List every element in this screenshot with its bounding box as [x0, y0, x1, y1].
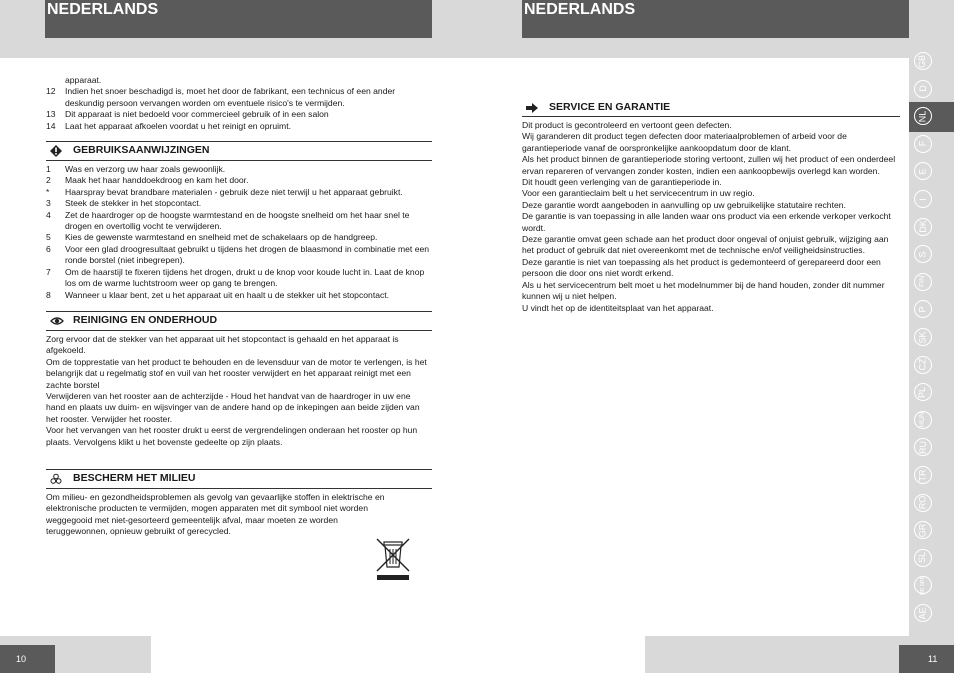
page-number-right: 11 — [899, 645, 954, 673]
service-title: SERVICE EN GARANTIE — [549, 101, 671, 114]
list-item — [46, 232, 432, 243]
language-tab-sl[interactable] — [914, 549, 932, 567]
language-label: TR — [917, 469, 928, 481]
language-label: HUN — [919, 412, 927, 428]
right-column — [522, 100, 900, 314]
paragraph: Deze garantie wordt aangeboden in aanvulling op uw gebruikelijke statutaire rechten. — [522, 199, 846, 210]
intro-list — [46, 75, 432, 132]
env-title: BESCHERM HET MILIEU — [73, 472, 196, 485]
env-section-header — [46, 469, 432, 489]
language-label: P — [917, 306, 928, 313]
usage-list — [46, 164, 432, 301]
list-item — [46, 121, 432, 132]
cleaning-list — [46, 334, 432, 448]
paragraph: Zorg ervoor dat de stekker van het apparaat uit het stopcontact is gehaald en het apparaat is afgekoeld. — [46, 333, 399, 356]
language-label: SK — [917, 330, 928, 344]
language-label: E — [917, 168, 928, 175]
item-number — [46, 75, 65, 86]
list-item — [46, 175, 432, 186]
item-number: 13 — [46, 109, 56, 120]
item-text: Was en verzorg uw haar zoals gewoonlijk. — [65, 164, 226, 175]
paragraph: Als u het servicecentrum belt moet u het modelnummer bij de hand houden, zonder dit nummer kunnen wij u niet helpen. — [522, 279, 885, 302]
item-number: 6 — [46, 243, 51, 254]
language-label: GR — [917, 523, 928, 537]
item-text: Indien het snoer beschadigd is, moet het door de fabrikant, een technicus of een ander deskundig persoon vervangen worden om eventuele risico's te vermijden. — [65, 86, 396, 108]
language-label: HR SRB — [919, 575, 926, 595]
item-number: 4 — [46, 209, 51, 220]
language-label: AE — [917, 606, 928, 620]
item-text: Steek de stekker in het stopcontact. — [65, 198, 202, 209]
list-item — [46, 86, 432, 109]
language-label: F — [917, 141, 928, 147]
language-label: CZ — [917, 358, 928, 371]
item-text: Dit apparaat is niet bedoeld voor commercieel gebruik of in een salon — [65, 109, 329, 120]
language-tab-d[interactable] — [914, 80, 932, 98]
item-text: Wanneer u klaar bent, zet u het apparaat uit en haalt u de stekker uit het stopcontact. — [65, 289, 390, 300]
language-tab-i[interactable] — [914, 190, 932, 208]
item-number: 7 — [46, 266, 51, 277]
language-label: DK — [917, 220, 928, 233]
language-label: S — [917, 251, 928, 258]
left-column — [46, 75, 432, 538]
language-label: FIN — [919, 276, 927, 288]
item-text: Voor een glad droogresultaat gebruikt u tijdens het drogen de blaasmond in combinatie met een ronde borstel (niet inbegrepen). — [65, 243, 430, 266]
language-label: I — [917, 197, 928, 201]
header-left: NEDERLANDS — [45, 0, 432, 38]
env-text: Om milieu- en gezondheidsproblemen als gevolg van gevaarlijke stoffen in elektrische en elektronische producten te vermijden, mogen apparaten met dit symbool niet worden weggegooid met niet-gesorteerd gemeentelijk afval, maar moeten ze worden teruggewonnen, opnieuw gebruikt of gerecycled. — [46, 491, 385, 537]
page-number-left: 10 — [0, 645, 55, 673]
list-item — [46, 187, 432, 198]
language-tab-gb[interactable] — [914, 52, 932, 70]
language-tab-sk[interactable] — [914, 328, 932, 346]
list-item — [46, 198, 432, 209]
item-text: Om de haarstijl te fixeren tijdens het drogen, drukt u de knop voor koude lucht in. Laat de knop los om de warme luchtstroom weer op gang te brengen. — [65, 266, 425, 289]
language-tab-ro[interactable] — [914, 494, 932, 512]
recycle-icon — [46, 473, 73, 485]
item-number: 14 — [46, 120, 56, 131]
service-section-header — [522, 100, 900, 117]
language-tab-ae[interactable] — [914, 604, 932, 622]
item-number: 5 — [46, 232, 51, 243]
warning-icon — [46, 145, 73, 157]
item-number: 8 — [46, 289, 51, 300]
language-label: RU — [917, 440, 928, 454]
list-item — [46, 244, 432, 267]
language-label: RO — [917, 495, 928, 510]
paragraph: Dit houdt geen verlenging van de garantieperiode in. — [522, 177, 722, 188]
service-list — [522, 120, 900, 314]
language-label: NL — [917, 110, 928, 122]
paragraph: De garantie is van toepassing in alle landen waar ons product via een erkende verkoper verkocht wordt. — [522, 211, 891, 233]
paragraph: Deze garantie is niet van toepassing als het product is gedemonteerd of gerepareerd door een persoon die door ons niet wordt erkend. — [522, 256, 881, 279]
header-right: NEDERLANDS — [522, 0, 909, 38]
list-item — [46, 75, 432, 86]
paragraph: Voor het vervangen van het rooster drukt u eerst de vergrendelingen onderaan het rooster op hun plaats. Vervolgens klikt u het bovenste gedeelte op zijn plaats. — [46, 425, 418, 447]
item-text: apparaat. — [65, 75, 102, 85]
paragraph: Voor een garantieclaim belt u het servicecentrum in uw regio. — [522, 188, 755, 199]
item-text: Kies de gewenste warmtestand en snelheid met de schakelaars op de handgreep. — [65, 232, 378, 243]
usage-section-header — [46, 141, 432, 161]
item-number: 1 — [46, 164, 51, 175]
list-item — [46, 164, 432, 175]
item-text: Laat het apparaat afkoelen voordat u het reinigt en opruimt. — [65, 120, 291, 131]
language-tab-cz[interactable] — [914, 356, 932, 374]
item-number: 12 — [46, 86, 56, 97]
item-number: * — [46, 186, 50, 197]
language-tab-tr[interactable] — [914, 466, 932, 484]
list-item — [46, 109, 432, 120]
list-item — [46, 267, 432, 290]
language-label: D — [917, 85, 928, 92]
item-number: 2 — [46, 175, 51, 186]
cleaning-section-header — [46, 311, 432, 331]
list-item — [46, 290, 432, 301]
paragraph: U vindt het op de identiteitsplaat van het apparaat. — [522, 302, 714, 313]
list-item — [46, 210, 432, 233]
language-tab-hun[interactable] — [914, 411, 932, 429]
eye-icon — [46, 316, 73, 326]
paragraph: Deze garantie omvat geen schade aan het product door ongeval of onjuist gebruik, wijziging aan het product of gebruik dat niet overeenkomt met de technische en/of veiligheidsinstructies. — [522, 234, 889, 256]
paragraph: Als het product binnen de garantieperiode storing vertoont, zullen wij het product of een onderdeel ervan repareren of vervangen zonder kosten, indien een aankoopbewijs overlegd kan worden. — [522, 154, 896, 176]
arrow-right-icon — [522, 103, 549, 113]
language-tab-dk[interactable] — [914, 218, 932, 236]
language-label: PL — [917, 386, 928, 398]
usage-title: GEBRUIKSAANWIJZINGEN — [73, 144, 210, 157]
item-text: Maak het haar handdoekdroog en kam het door. — [65, 175, 249, 186]
language-tab-fin[interactable] — [914, 273, 932, 291]
item-text: Zet de haardroger op de hoogste warmtestand en de hoogste snelheid om het haar snel te drogen en overtollig vocht te verwijderen. — [65, 209, 410, 232]
paragraph: Om de topprestatie van het product te behouden en de levensduur van de motor te verlengen, is het belangrijk dat u regelmatig stof en vuil van het rooster verwijdert en het apparaat reinigt met een zachte borstel — [46, 356, 427, 390]
language-tab-f[interactable] — [914, 135, 932, 153]
paragraph: Verwijderen van het rooster aan de achterzijde - Houd het handvat van de haardroger in uw ene hand en plaats uw duim- en wijsvinger van de andere hand op de inkepingen aan beide zijden van het rooster. Verwijder het rooster. — [46, 390, 420, 424]
item-text: Haarspray bevat brandbare materialen - gebruik deze niet terwijl u het apparaat gebruikt. — [65, 186, 403, 197]
language-label: SL — [917, 552, 928, 564]
paragraph: Dit product is gecontroleerd en vertoont geen defecten. — [522, 120, 732, 130]
paragraph: Wij garanderen dit product tegen defecten door materiaalproblemen of arbeid voor de garantieperiode vanaf de oorspronkelijke aankoopdatum door de klant. — [522, 131, 847, 153]
cleaning-title: REINIGING EN ONDERHOUD — [73, 314, 218, 327]
item-number: 3 — [46, 198, 51, 209]
language-label: GB — [917, 54, 928, 68]
weee-bin-icon — [375, 537, 411, 581]
